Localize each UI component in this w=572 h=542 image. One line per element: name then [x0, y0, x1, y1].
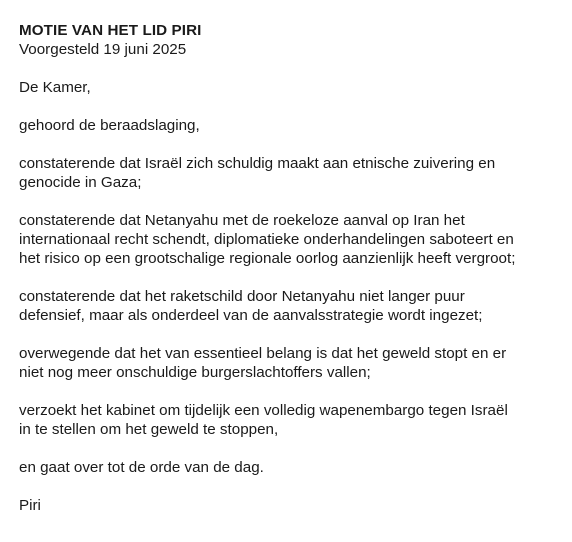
paragraph-line: constaterende dat Netanyahu met de roekeloze aanval op Iran het — [19, 212, 465, 229]
paragraph-request — [19, 401, 559, 439]
paragraph-finding-missile-shield — [19, 287, 559, 325]
paragraph-line: het risico op een grootschalige regionale oorlog aanzienlijk heeft vergroot; — [19, 250, 516, 267]
paragraph-line: overwegende dat het van essentieel belang is dat het geweld stopt en er — [19, 345, 507, 362]
paragraph-line: in te stellen om het geweld te stoppen, — [19, 421, 279, 438]
paragraph-line: De Kamer, — [19, 79, 91, 96]
paragraph-line: internationaal recht schendt, diplomatieke onderhandelingen saboteert en — [19, 231, 514, 248]
paragraph-deliberation — [19, 116, 559, 135]
paragraph-addressee — [19, 78, 559, 97]
signature-name — [19, 496, 559, 515]
paragraph-line: en gaat over tot de orde van de dag. — [19, 459, 264, 476]
paragraph-finding-iran — [19, 211, 559, 268]
paragraph-line: niet nog meer onschuldige burgerslachtoffers vallen; — [19, 364, 371, 381]
paragraph-line: defensief, maar als onderdeel van de aanvalsstrategie wordt ingezet; — [19, 307, 483, 324]
paragraph-consideration — [19, 344, 559, 382]
paragraph-line: constaterende dat het raketschild door Netanyahu niet langer puur — [19, 288, 465, 305]
paragraph-line: verzoekt het kabinet om tijdelijk een volledig wapenembargo tegen Israël — [19, 402, 508, 419]
motion-date: Voorgesteld 19 juni 2025 — [19, 41, 187, 58]
motion-document — [19, 21, 559, 534]
paragraph-line: constaterende dat Israël zich schuldig maakt aan etnische zuivering en — [19, 155, 496, 172]
paragraph-line: genocide in Gaza; — [19, 174, 142, 191]
motion-title: MOTIE VAN HET LID PIRI — [19, 22, 202, 39]
paragraph-line: gehoord de beraadslaging, — [19, 117, 200, 134]
paragraph-finding-gaza — [19, 154, 559, 192]
paragraph-line: Piri — [19, 497, 41, 514]
paragraph-closing — [19, 458, 559, 477]
